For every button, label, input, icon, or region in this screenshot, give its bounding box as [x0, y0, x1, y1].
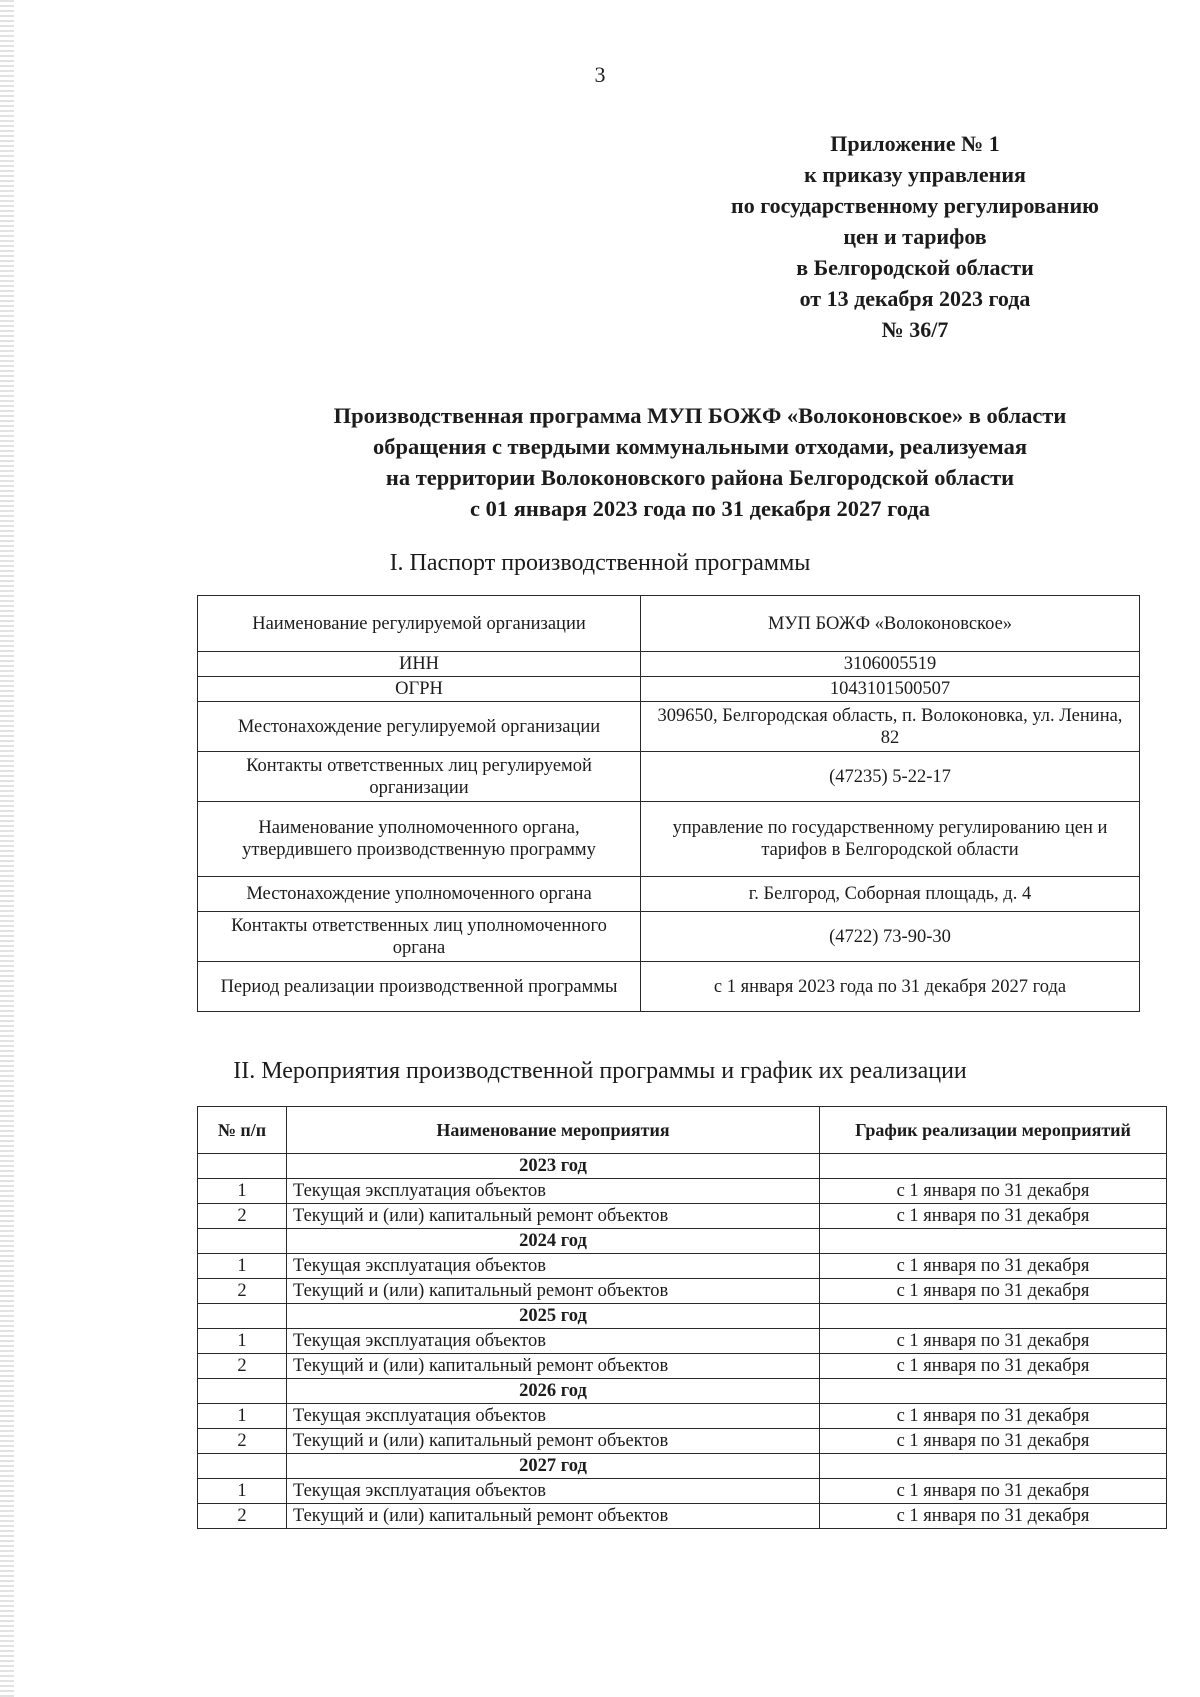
year-row — [198, 1154, 1167, 1179]
passport-label: Контакты ответственных лиц уполномоченного органа — [198, 912, 641, 962]
passport-value: 1043101500507 — [641, 677, 1140, 702]
item-schedule: с 1 января по 31 декабря — [820, 1204, 1167, 1229]
appendix-line: к приказу управления — [804, 162, 1026, 187]
table-row — [198, 1429, 1167, 1454]
item-schedule: с 1 января по 31 декабря — [820, 1504, 1167, 1529]
year-label: 2024 год — [287, 1229, 820, 1254]
passport-value: 309650, Белгородская область, п. Волоконовка, ул. Ленина, 82 — [641, 702, 1140, 752]
passport-label: Период реализации производственной программы — [198, 962, 641, 1012]
title-line: на территории Волоконовского района Белгородской области — [385, 465, 1015, 490]
passport-value: г. Белгород, Соборная площадь, д. 4 — [641, 877, 1140, 912]
passport-label: Местонахождение регулируемой организации — [198, 702, 641, 752]
passport-value: управление по государственному регулированию цен и тарифов в Белгородской области — [641, 802, 1140, 877]
item-schedule: с 1 января по 31 декабря — [820, 1329, 1167, 1354]
col-header-schedule: График реализации мероприятий — [820, 1107, 1167, 1154]
table-row — [198, 1329, 1167, 1354]
appendix-line: цен и тарифов — [843, 224, 987, 249]
title-line: с 01 января 2023 года по 31 декабря 2027 года — [469, 496, 930, 521]
item-name: Текущий и (или) капитальный ремонт объектов — [287, 1504, 820, 1529]
page-number: 3 — [594, 62, 606, 87]
table-row — [198, 877, 1140, 912]
passport-label: Наименование уполномоченного органа, утвердившего производственную программу — [198, 802, 641, 877]
appendix-line: Приложение № 1 — [830, 131, 1000, 156]
year-label: 2023 год — [287, 1154, 820, 1179]
scan-edge-artifact — [0, 0, 14, 1697]
table-row — [198, 1204, 1167, 1229]
passport-value: 3106005519 — [641, 652, 1140, 677]
passport-value: (4722) 73-90-30 — [641, 912, 1140, 962]
appendix-line: от 13 декабря 2023 года — [799, 286, 1031, 311]
item-name: Текущий и (или) капитальный ремонт объектов — [287, 1279, 820, 1304]
item-num: 1 — [198, 1254, 287, 1279]
table-row — [198, 962, 1140, 1012]
passport-value: (47235) 5-22-17 — [641, 752, 1140, 802]
appendix-line: в Белгородской области — [796, 255, 1034, 280]
col-header-name: Наименование мероприятия — [287, 1107, 820, 1154]
item-name: Текущая эксплуатация объектов — [287, 1404, 820, 1429]
item-schedule: с 1 января по 31 декабря — [820, 1279, 1167, 1304]
table-row — [198, 752, 1140, 802]
appendix-line: по государственному регулированию — [731, 193, 1099, 218]
table-header-row — [198, 1107, 1167, 1154]
document-title — [260, 400, 1140, 524]
table-row — [198, 1254, 1167, 1279]
item-num: 2 — [198, 1504, 287, 1529]
appendix-header — [690, 128, 1140, 345]
appendix-line: № 36/7 — [881, 317, 949, 342]
item-name: Текущий и (или) капитальный ремонт объектов — [287, 1429, 820, 1454]
item-schedule: с 1 января по 31 декабря — [820, 1354, 1167, 1379]
item-schedule: с 1 января по 31 декабря — [820, 1479, 1167, 1504]
item-num: 1 — [198, 1329, 287, 1354]
year-label: 2025 год — [287, 1304, 820, 1329]
item-num: 2 — [198, 1204, 287, 1229]
table-row — [198, 652, 1140, 677]
title-line: Производственная программа МУП БОЖФ «Волоконовское» в области — [333, 403, 1067, 428]
year-label: 2026 год — [287, 1379, 820, 1404]
item-num: 1 — [198, 1179, 287, 1204]
passport-label: Контакты ответственных лиц регулируемой организации — [198, 752, 641, 802]
table-row — [198, 1404, 1167, 1429]
item-num: 1 — [198, 1479, 287, 1504]
passport-label: Местонахождение уполномоченного органа — [198, 877, 641, 912]
passport-label: ИНН — [198, 652, 641, 677]
item-name: Текущая эксплуатация объектов — [287, 1254, 820, 1279]
item-num: 1 — [198, 1404, 287, 1429]
item-num: 2 — [198, 1429, 287, 1454]
item-schedule: с 1 января по 31 декабря — [820, 1179, 1167, 1204]
item-name: Текущая эксплуатация объектов — [287, 1479, 820, 1504]
passport-heading: I. Паспорт производственной программы — [389, 550, 811, 576]
events-table — [197, 1106, 1167, 1529]
events-heading: II. Мероприятия производственной программы и график их реализации — [233, 1058, 967, 1084]
item-schedule: с 1 января по 31 декабря — [820, 1254, 1167, 1279]
table-row — [198, 596, 1140, 652]
table-row — [198, 802, 1140, 877]
table-row — [198, 677, 1140, 702]
item-num: 2 — [198, 1354, 287, 1379]
table-row — [198, 1479, 1167, 1504]
item-schedule: с 1 января по 31 декабря — [820, 1429, 1167, 1454]
item-name: Текущий и (или) капитальный ремонт объектов — [287, 1354, 820, 1379]
passport-label: ОГРН — [198, 677, 641, 702]
table-row — [198, 1354, 1167, 1379]
year-row — [198, 1304, 1167, 1329]
passport-table — [197, 595, 1140, 1012]
year-row — [198, 1454, 1167, 1479]
passport-value: с 1 января 2023 года по 31 декабря 2027 года — [641, 962, 1140, 1012]
table-row — [198, 1179, 1167, 1204]
table-row — [198, 702, 1140, 752]
table-row — [198, 1504, 1167, 1529]
year-label: 2027 год — [287, 1454, 820, 1479]
table-row — [198, 912, 1140, 962]
item-name: Текущий и (или) капитальный ремонт объектов — [287, 1204, 820, 1229]
item-num: 2 — [198, 1279, 287, 1304]
passport-label: Наименование регулируемой организации — [198, 596, 641, 652]
year-row — [198, 1379, 1167, 1404]
item-name: Текущая эксплуатация объектов — [287, 1179, 820, 1204]
col-header-num: № п/п — [198, 1107, 287, 1154]
item-schedule: с 1 января по 31 декабря — [820, 1404, 1167, 1429]
item-name: Текущая эксплуатация объектов — [287, 1329, 820, 1354]
title-line: обращения с твердыми коммунальными отходами, реализуемая — [372, 434, 1028, 459]
year-row — [198, 1229, 1167, 1254]
passport-value: МУП БОЖФ «Волоконовское» — [641, 596, 1140, 652]
table-row — [198, 1279, 1167, 1304]
